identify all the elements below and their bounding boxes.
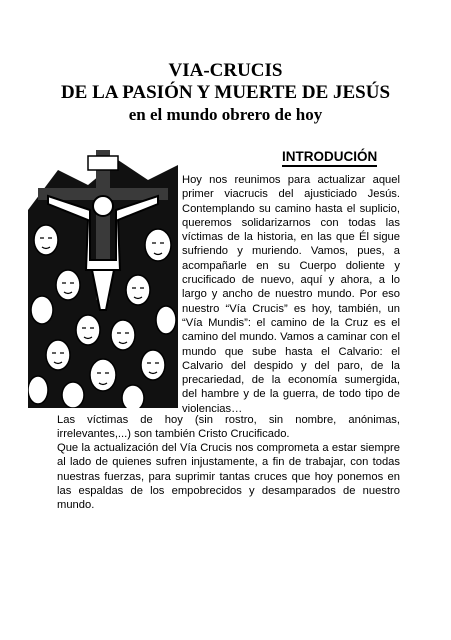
section-heading: INTRODUCIÓN	[282, 149, 377, 167]
subtitle: en el mundo obrero de hoy	[128, 105, 323, 124]
intro-paragraph-2: Las víctimas de hoy (sin rostro, sin nombre, anónimas, irrelevantes,...) son también Cristo Crucificado.	[57, 414, 400, 441]
intro-paragraph-1: Hoy nos reunimos para actualizar aquel primer viacrucis del ajusticiado Jesús. Contemplando su camino hasta el suplicio, queremos solidarizarnos con todas las víctimas de la historia, en las que Él sigue sufriendo y muriendo. Vamos, pues, a acompañarle en su Cuerpo doliente y crucificado de nuevo, aquí y ahora, a lo largo y ancho de nuestro mundo. Por eso nuestro “Vía Crucis” es hoy, también, un “Vía Mundis”: el camino de la Cruz es el camino del mundo. Vamos a caminar con el mundo que sube hasta el Calvario: el Calvario del despido y del paro, de la precariedad, de la economía sumergida, del hambre y de la guerra, de todo tipo de violencias…	[182, 174, 400, 415]
intro-paragraph-3: Que la actualización del Vía Crucis nos comprometa a estar siempre al lado de quienes sufren injustamente, a fin de trabajar, con todas nuestras fuerzas, para suprimir tantas cruces que hoy ponemos en las espaldas de los empobrecidos y desamparados de nuestro mundo.	[57, 442, 400, 512]
title-line-2: DE LA PASIÓN Y MUERTE DE JESÚS	[60, 82, 391, 103]
crucifixion-crowd-illustration-icon	[28, 150, 178, 408]
title-line-1: VIA-CRUCIS	[168, 60, 283, 81]
